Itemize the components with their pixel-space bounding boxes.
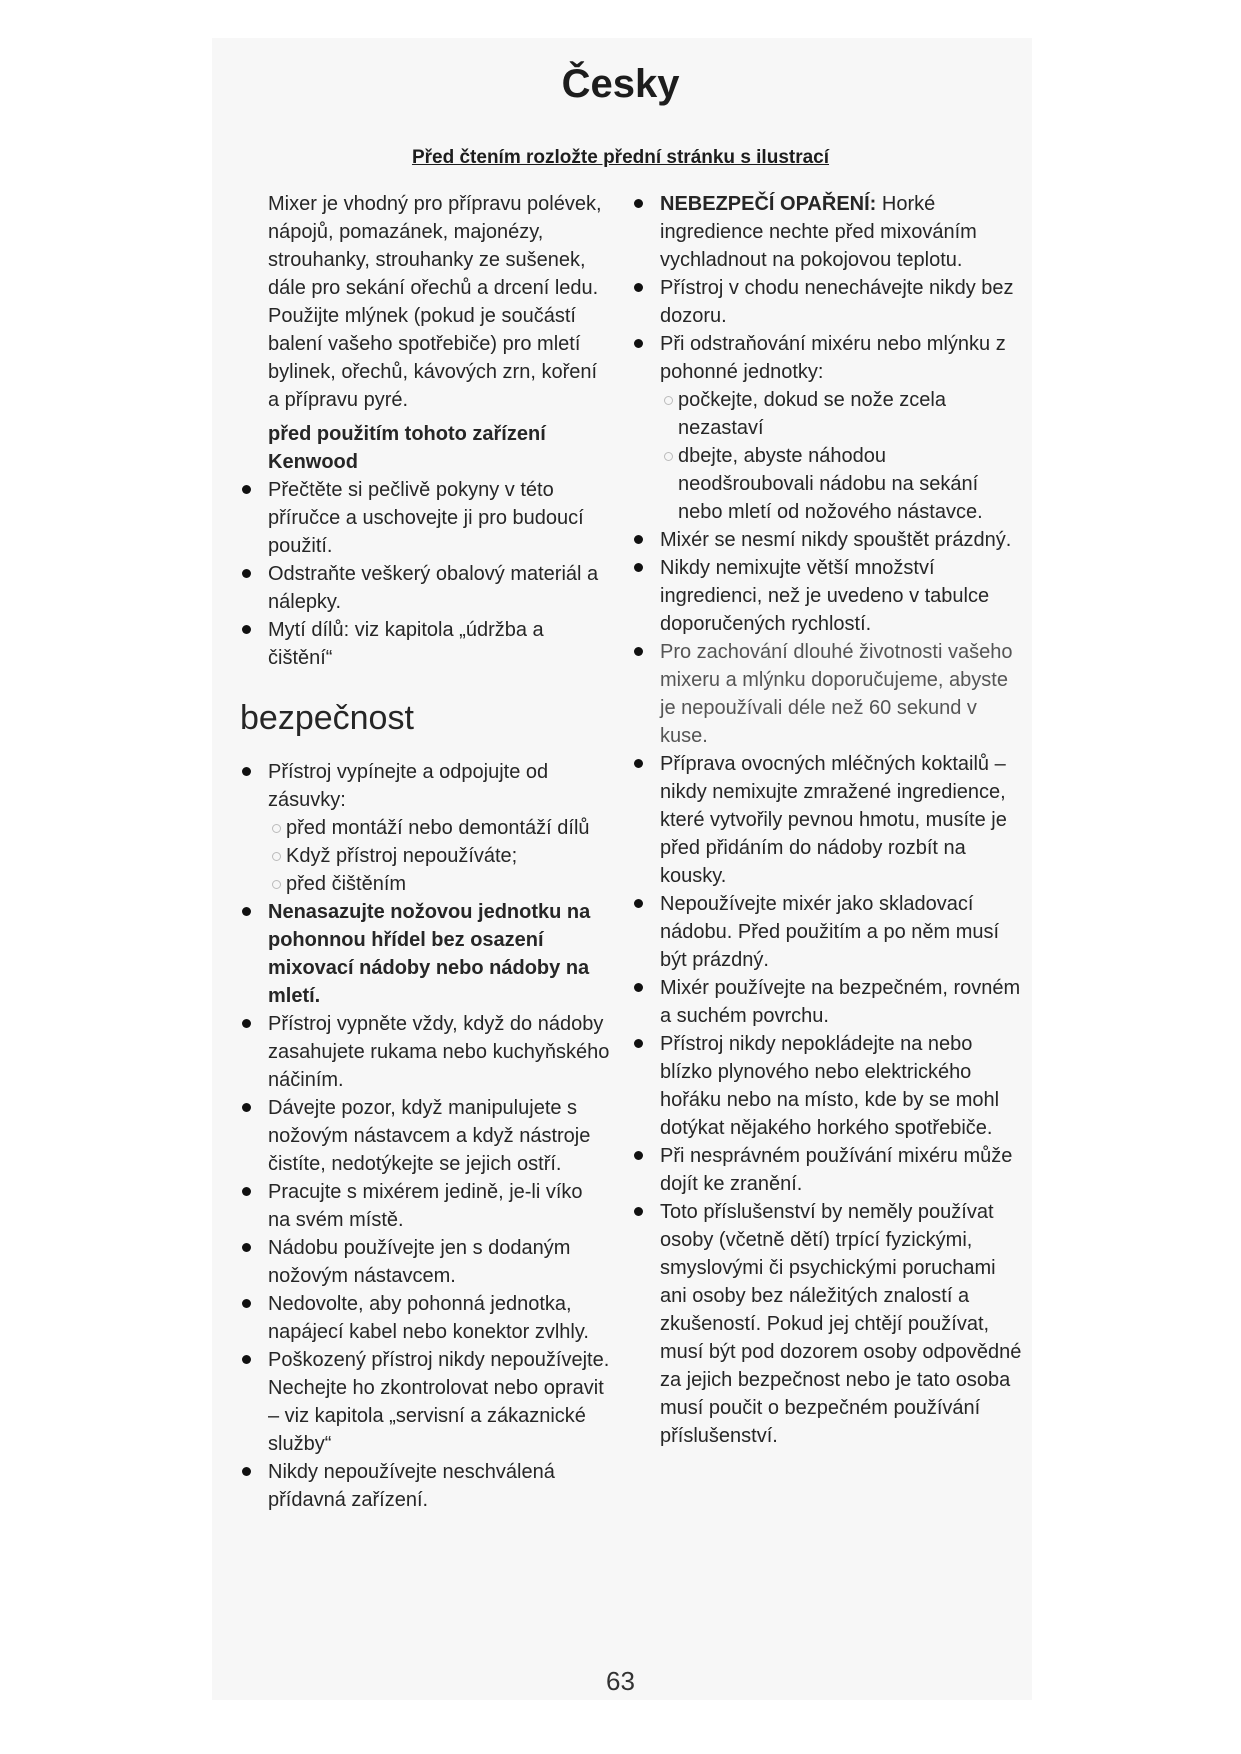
list-item: Příprava ovocných mléčných koktailů – nikdy nemixujte zmražené ingredience, které vytvořily pevnou hmotu, musíte je před přidáním do nádoby rozbít na kousky. [632, 750, 1022, 890]
before-use-heading: před použitím tohoto zařízení Kenwood [268, 423, 546, 473]
page-number: 63 [606, 1666, 635, 1696]
list-item [632, 330, 1022, 526]
safety-list-continued [632, 190, 1022, 1450]
sub-item: dbejte, abyste náhodou neodšroubovali nádobu na sekání nebo mletí od nožového nástavce. [660, 442, 1022, 526]
scald-warning-label: NEBEZPEČÍ OPAŘENÍ: [660, 193, 877, 215]
list-item: Nedovolte, aby pohonná jednotka, napájecí kabel nebo konektor zvlhly. [240, 1290, 610, 1346]
list-item: Přístroj nikdy nepokládejte na nebo blízko plynového nebo elektrického hořáku nebo na místo, kde by se mohl dotýkat nějakého horkého spotřebiče. [632, 1030, 1022, 1142]
before-use-list [240, 476, 610, 672]
sub-item: Když přístroj nepoužíváte; [268, 842, 610, 870]
list-item: Nenasazujte nožovou jednotku na pohonnou hřídel bez osazení mixovací nádoby nebo nádoby na mletí. [240, 898, 610, 1010]
list-item: Toto příslušenství by neměly používat osoby (včetně dětí) trpící fyzickými, smyslovými či psychickými poruchami ani osoby bez náležitých znalostí a zkušeností. Pokud jej chtějí používat, musí být pod dozorem osoby odpovědné za jejich bezpečnost nebo je tato osoba musí poučit o bezpečném používání příslušenství. [632, 1198, 1022, 1450]
safety-heading: bezpečnost [240, 699, 414, 737]
list-item: Nikdy nemixujte větší množství ingredienci, než je uvedeno v tabulce doporučených rychlostí. [632, 554, 1022, 638]
list-item [632, 190, 1022, 274]
list-item: Nikdy nepoužívejte neschválená přídavná zařízení. [240, 1458, 610, 1514]
list-item: Přístroj v chodu nenechávejte nikdy bez dozoru. [632, 274, 1022, 330]
list-item-text: Při odstraňování mixéru nebo mlýnku z pohonné jednotky: [660, 333, 1006, 383]
list-item: Poškozený přístroj nikdy nepoužívejte. Nechejte ho zkontrolovat nebo opravit – viz kapitola „servisní a zákaznické služby“ [240, 1346, 610, 1458]
list-item: Při nesprávném používání mixéru může dojít ke zranění. [632, 1142, 1022, 1198]
sub-item: před čištěním [268, 870, 610, 898]
left-column [240, 190, 610, 1514]
sub-item: před montáží nebo demontáží dílů [268, 814, 610, 842]
list-item: Mixér používejte na bezpečném, rovném a suchém povrchu. [632, 974, 1022, 1030]
page-title: Česky [561, 62, 680, 106]
sub-item: počkejte, dokud se nože zcela nezastaví [660, 386, 1022, 442]
safety-list [240, 758, 610, 1514]
list-item: Dávejte pozor, když manipulujete s nožovým nástavcem a když nástroje čistíte, nedotýkejte se jejich ostří. [240, 1094, 610, 1178]
list-item: Nepoužívejte mixér jako skladovací nádobu. Před použitím a po něm musí být prázdný. [632, 890, 1022, 974]
list-item-text: Přístroj vypínejte a odpojujte od zásuvky: [268, 761, 549, 811]
list-item: Pro zachování dlouhé životnosti vašeho mixeru a mlýnku doporučujeme, abyste je nepoužívali déle než 60 sekund v kuse. [632, 638, 1022, 750]
list-item: Odstraňte veškerý obalový materiál a nálepky. [240, 560, 610, 616]
list-item: Mixér se nesmí nikdy spouštět prázdný. [632, 526, 1022, 554]
list-item: Přečtěte si pečlivě pokyny v této příručce a uschovejte ji pro budoucí použití. [240, 476, 610, 560]
page-subtitle: Před čtením rozložte přední stránku s ilustrací [411, 147, 830, 168]
list-item: Pracujte s mixérem jedině, je-li víko na svém místě. [240, 1178, 610, 1234]
list-item [240, 758, 610, 898]
list-item: Přístroj vypněte vždy, když do nádoby zasahujete rukama nebo kuchyňského náčiním. [240, 1010, 610, 1094]
right-column [632, 190, 1022, 1450]
list-item: Mytí dílů: viz kapitola „údržba a čištění“ [240, 616, 610, 672]
list-item-text: Horké ingredience nechte před mixováním vychladnout na pokojovou teplotu. [660, 193, 977, 271]
intro-paragraph: Mixer je vhodný pro přípravu polévek, nápojů, pomazánek, majonézy, strouhanky, strouhanky ze sušenek, dále pro sekání ořechů a drcení ledu. Použijte mlýnek (pokud je součástí balení vašeho spotřebiče) pro mletí bylinek, ořechů, kávových zrn, koření a přípravu pyré. [268, 193, 602, 411]
list-item: Nádobu používejte jen s dodaným nožovým nástavcem. [240, 1234, 610, 1290]
